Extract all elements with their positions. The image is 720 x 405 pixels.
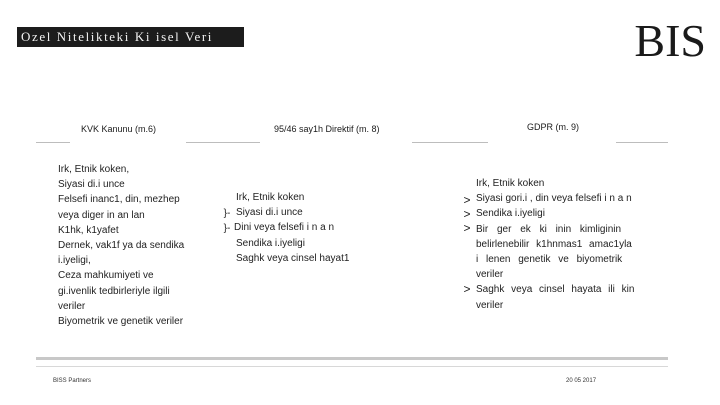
company-logo: BIS [634, 15, 706, 66]
column-header-gdpr: GDPR (m. 9) [527, 122, 580, 132]
list-item: Irk, Etnik koken, [58, 164, 130, 175]
list-item: Siyasi di.i unce [58, 179, 125, 191]
header-rule [186, 142, 260, 143]
bullet-icon: }- [223, 208, 231, 219]
kvk-list [58, 162, 184, 329]
column-header-kvk: KVK Kanunu (m.6) [81, 124, 157, 134]
bullet-icon: }- [223, 223, 231, 234]
footer-rule [36, 357, 668, 360]
bullet-icon: > [463, 221, 471, 235]
header-rule [616, 142, 668, 143]
list-item: veriler [476, 269, 504, 281]
list-item: veriler [58, 300, 86, 312]
slide-title: Ozel Nitelikteki Ki isel Veri [17, 27, 244, 47]
list-item: Dini veya felsefi i n a n [234, 222, 335, 234]
gdpr-list [476, 176, 658, 313]
directive-list [236, 190, 349, 266]
list-item: Sendika i.iyeligi [476, 208, 545, 220]
list-item: Saghk veya cinsel hayata ili kin [476, 284, 635, 296]
bullet-icon: > [463, 282, 471, 296]
list-item: Irk, Etnik koken [236, 192, 305, 203]
list-item: Siyasi gori.i , din veya felsefi i n a n [476, 193, 632, 205]
list-item: Irk, Etnik koken [476, 178, 545, 189]
bullet-icon: > [463, 207, 471, 221]
column-header-directive: 95/46 say1h Direktif (m. 8) [274, 124, 380, 134]
list-item: Saghk veya cinsel hayat1 [236, 252, 350, 264]
list-item: K1hk, k1yafet [58, 224, 119, 236]
footer-date: 20 05 2017 [566, 378, 597, 384]
list-item: veya diger in an lan [58, 209, 145, 221]
list-item: gi.ivenlik tedbirleriyle ilgili [58, 285, 170, 297]
list-item: Bir ger ek ki inin kimliginin [476, 223, 622, 235]
list-item: veriler [476, 299, 504, 311]
header-rule [36, 142, 70, 143]
list-item: Siyasi di.i unce [236, 207, 303, 219]
list-item: Dernek, vak1f ya da sendika [58, 240, 185, 252]
list-item: Ceza mahkumiyeti ve [58, 270, 154, 282]
list-item: belirlenebilir k1hnmas1 amac1yla [476, 238, 632, 250]
footer-company: BISS Partners [53, 378, 92, 384]
bullet-icon: > [463, 193, 471, 207]
list-item: Sendika i.iyeligi [236, 237, 305, 249]
header-rule [412, 142, 488, 143]
list-item: Biyometrik ve genetik veriler [58, 316, 184, 328]
footer-rule [36, 366, 668, 367]
list-item: Felsefi inanc1, din, mezhep [58, 194, 180, 206]
list-item: i.iyeligi, [58, 255, 91, 267]
list-item: i lenen genetik ve biyometrik [476, 254, 623, 266]
